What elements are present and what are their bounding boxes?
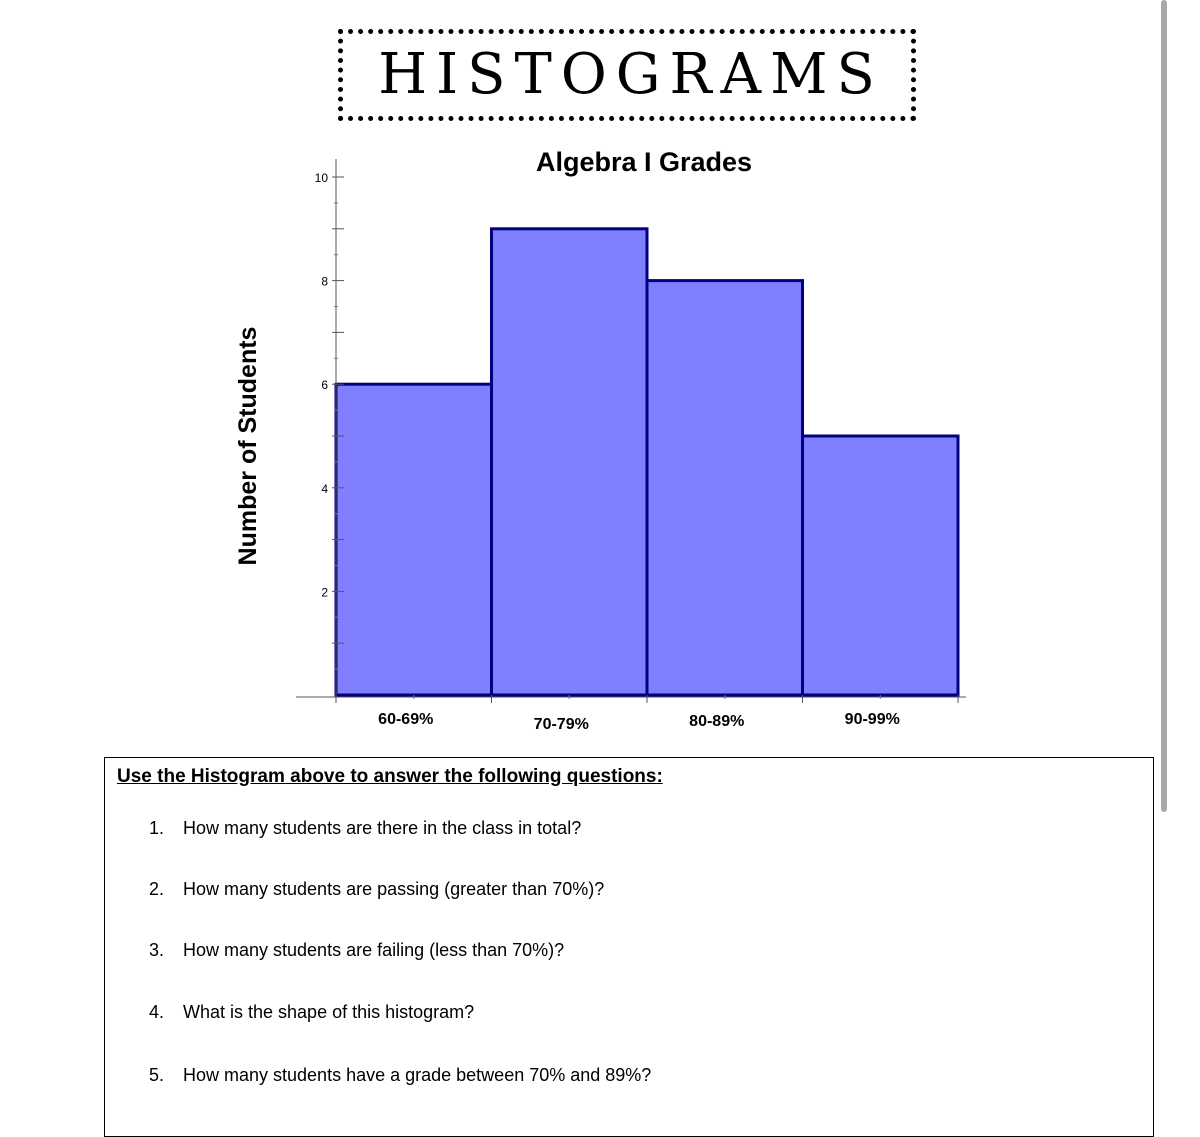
questions-box	[104, 757, 1154, 1137]
question-text: How many students are passing (greater than 70%)?	[183, 879, 605, 899]
y-tick-label: 6	[321, 378, 328, 393]
question-number: 3.	[149, 940, 165, 960]
x-tick-label: 90-99%	[844, 711, 900, 728]
document-title: HISTOGRAMS	[378, 42, 884, 107]
question-text: How many students are there in the class in total?	[183, 818, 582, 838]
y-axis-label: Number of Students	[234, 326, 262, 566]
question-number: 1.	[149, 818, 165, 838]
y-tick-label: 4	[321, 481, 328, 496]
chart-title: Algebra I Grades	[535, 147, 753, 177]
x-tick-label: 60-69%	[378, 711, 434, 728]
question-item	[149, 879, 604, 900]
histogram-bar	[336, 384, 492, 695]
questions-heading: Use the Histogram above to answer the following questions:	[117, 766, 663, 787]
histogram-bar	[803, 436, 959, 695]
question-number: 2.	[149, 879, 165, 899]
question-number: 5.	[149, 1065, 165, 1085]
bars-layer	[336, 229, 958, 695]
question-text: What is the shape of this histogram?	[183, 1002, 475, 1022]
y-tick-label: 10	[314, 171, 328, 185]
question-text: How many students have a grade between 70% and 89%?	[183, 1065, 652, 1085]
histogram-bar	[647, 281, 803, 695]
scrollbar-thumb[interactable]	[1161, 0, 1167, 812]
question-item	[149, 1065, 651, 1086]
y-tick-label: 2	[321, 585, 328, 600]
y-tick-label: 8	[321, 274, 328, 289]
x-tick-label: 80-89%	[689, 713, 745, 730]
question-item	[149, 940, 564, 961]
question-text: How many students are failing (less than 70%)?	[183, 940, 565, 960]
x-tick-label: 70-79%	[533, 716, 589, 733]
question-item	[149, 1002, 474, 1023]
question-number: 4.	[149, 1002, 165, 1022]
histogram-bar	[492, 229, 648, 695]
question-item	[149, 818, 581, 839]
